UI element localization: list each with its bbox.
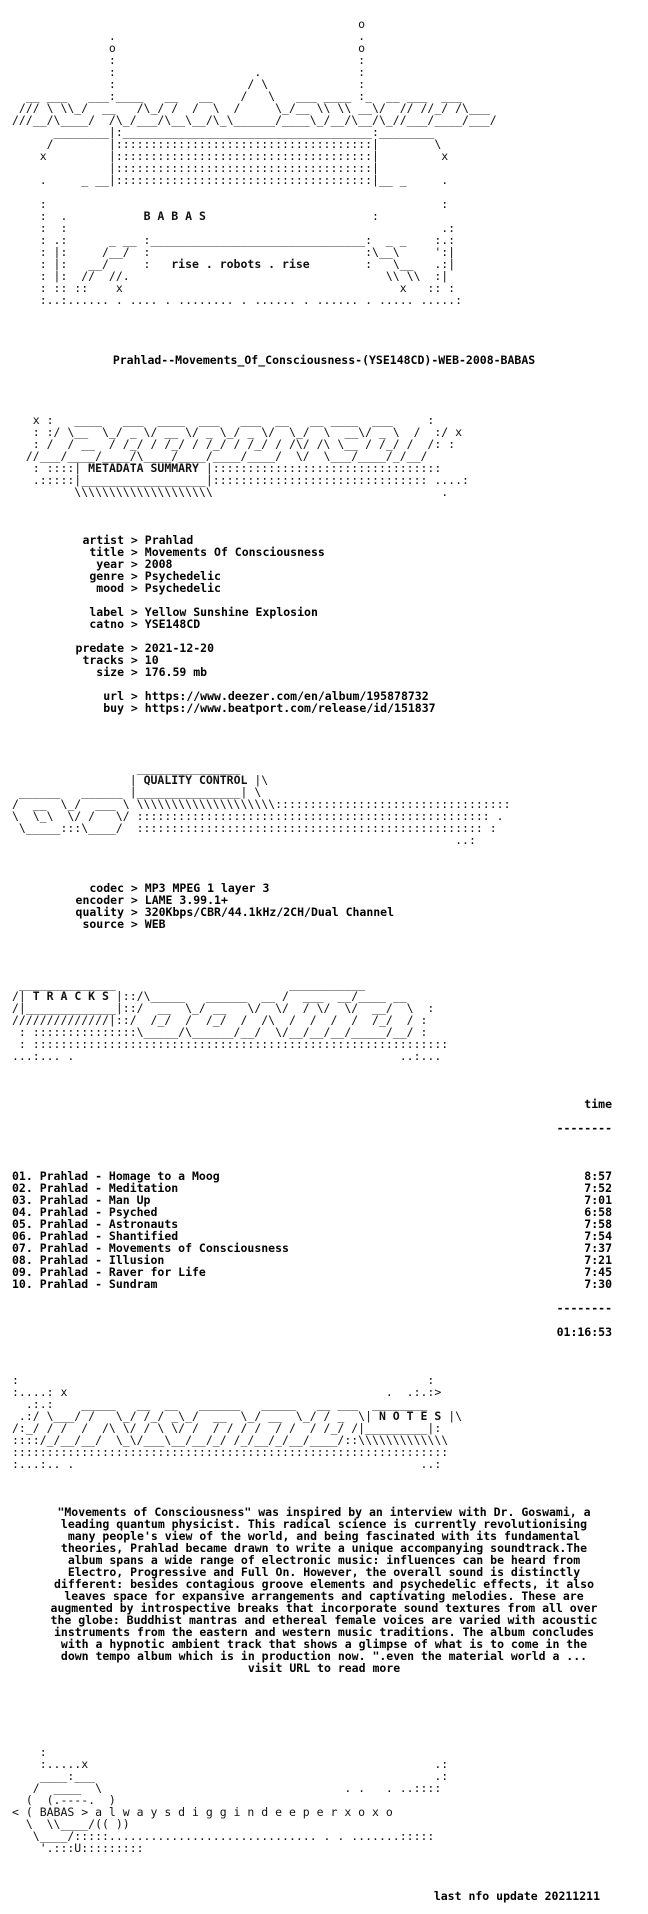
quality-value: WEB: [144, 917, 166, 931]
tracks-header-art: ______________ ___________ /| T R A C K S |::/\_____ ______ __ / ___ __/____ __ /|_____________|::/ __ \_/ __ \/ \/ / \/ \/ __/ \ : //////////////|::/ /_/ / /_/ / /\ / / / / /_/ / : : :::::::::::::::\_____/\______/__/ \/__/__/__/_____/__/ : : :::::::::::::::::::::::::::::::::::::::::::::::::::::::::::: ...:... . ..:...: [12, 977, 449, 1063]
separator: >: [124, 533, 145, 547]
metadata-value: YSE148CD: [144, 617, 201, 631]
section-metadata-label: METADATA SUMMARY: [88, 461, 199, 475]
metadata-value: Psychedelic: [144, 581, 221, 595]
track-name: 06. Prahlad - Shantified: [12, 1229, 179, 1243]
group-name-line: : : : . B A B A S : : : .: : .: _ __ :_______________________________: _ _ :.: : |: /__/ : :\__\ ':| : |: __/ : rise . robots . rise : \__ .:| : |: // //. \\ \\ :| : :: :: x x :: : :..:...... . .... . ........ . ...... . ...... . ..... .....:: [39, 197, 463, 307]
metadata-row-size: [12, 666, 636, 678]
metadata-value: 176.59 mb: [144, 665, 208, 679]
metadata-value: Movements Of Consciousness: [144, 545, 325, 559]
track-time: 7:01: [584, 1193, 612, 1207]
track-time: 7:45: [584, 1265, 612, 1279]
quality-header-art: _______________ | QUALITY CONTROL |\ ______ ______ |_______________| \ / __ \_/ ___ \ \\\\\\\\\\\\\\\\\\\\:::::::::::::::::::::::::::::::::: \ \_\ \/ / \/ ::::::::::::::::::::::::::::::::::::::::::::::::::: . \_____:::\____/ :::::::::::::::::::::::::::::::::::::::::::::::::: : ..:: [12, 761, 511, 847]
metadata-list: [12, 534, 636, 714]
separator: >: [124, 689, 145, 703]
metadata-value[interactable]: https://www.deezer.com/en/album/195878732: [144, 689, 429, 703]
total-rule: --------: [556, 1301, 612, 1315]
quality-value: MP3 MPEG 1 layer 3: [144, 881, 270, 895]
section-notes-label: N O T E S: [378, 1409, 442, 1423]
metadata-key: genre: [89, 569, 124, 583]
track-name: 03. Prahlad - Man Up: [12, 1193, 151, 1207]
group-name: B A B A S: [143, 209, 206, 223]
separator: >: [124, 665, 145, 679]
total-time: 01:16:53: [556, 1325, 612, 1339]
nfo-document: [12, 6, 636, 1914]
separator: >: [124, 581, 145, 595]
track-time: 8:57: [584, 1169, 612, 1183]
separator: >: [124, 701, 145, 715]
separator: >: [124, 605, 145, 619]
metadata-row-catno: [12, 618, 636, 630]
quality-value: LAME 3.99.1+: [144, 893, 228, 907]
track-name: 09. Prahlad - Raver for Life: [12, 1265, 206, 1279]
metadata-value: Prahlad: [144, 533, 194, 547]
metadata-key: mood: [96, 581, 124, 595]
separator: >: [124, 881, 145, 895]
section-tracks-label: T R A C K S: [32, 989, 109, 1003]
quality-value: 320Kbps/CBR/44.1kHz/2CH/Dual Channel: [144, 905, 395, 919]
metadata-key: label: [89, 605, 124, 619]
track-name: 02. Prahlad - Meditation: [12, 1181, 179, 1195]
separator: >: [124, 557, 145, 571]
quality-row-source: [12, 918, 636, 930]
metadata-key: size: [96, 665, 124, 679]
section-quality-label: QUALITY CONTROL: [143, 773, 248, 787]
metadata-value: Yellow Sunshine Explosion: [144, 605, 318, 619]
separator: >: [124, 545, 145, 559]
quality-list: [12, 882, 636, 930]
logo-tagline: rise . robots . rise: [171, 257, 310, 271]
logo-art: o . . o o : : : . : : / \ : __ ___ ___:____ __ __ / \ ___ ____ :_ __ ___ ___ /// \ \\_/ __ /\_/ / / \ / \_/__ \\ \\ __\/ // //_/ /\___ ///__/\____/ /\_/___/\__\__/\_\______/____\_/__/\__/\_//___/____/___/ ________|:____________________________________:________ / |:::::::::::::::::::::::::::::::::::::| \ x |:::::::::::::::::::::::::::::::::::::| x |:::::::::::::::::::::::::::::::::::::| . _ __|:::::::::::::::::::::::::::::::::::::|__ _ .: [12, 17, 497, 187]
metadata-value: Psychedelic: [144, 569, 221, 583]
time-header: time: [584, 1097, 612, 1111]
metadata-key: url: [103, 689, 124, 703]
track-name: 01. Prahlad - Homage to a Moog: [12, 1169, 220, 1183]
footer-art-bottom: \ \\____/(( )) \____/:::::.............................. . . .......::::: '.:::U:::::::::: [25, 1817, 435, 1855]
metadata-key: predate: [75, 641, 124, 655]
track-time: 7:37: [584, 1241, 612, 1255]
footer-art: : :.....x .: ____:___ .: / ____ \ . . . ..:::: ( (.----. ): [25, 1745, 449, 1807]
last-update: last nfo update 20211211: [433, 1889, 600, 1903]
track-name: 04. Prahlad - Psyched: [12, 1205, 158, 1219]
metadata-key: buy: [103, 701, 124, 715]
separator: >: [124, 617, 145, 631]
metadata-key: catno: [89, 617, 124, 631]
quality-key: source: [82, 917, 124, 931]
track-name: 05. Prahlad - Astronauts: [12, 1217, 179, 1231]
track-name: 07. Prahlad - Movements of Consciousness: [12, 1241, 289, 1255]
track-name: 08. Prahlad - Illusion: [12, 1253, 165, 1267]
metadata-key: title: [89, 545, 124, 559]
footer-motto: < ( BABAS > a l w a y s d i g g i n d e e p e r x o x o: [12, 1805, 393, 1819]
quality-key: quality: [75, 905, 124, 919]
metadata-header-art: x : ____ ___ ____ ___ ___ __ __ ____ ___ : : :/ \__ \_/ _ \/ __ \/ _ \_/ _ \/ \_/ \ __\/ _ \ / :/ x : / / __ / /_/ / /_/ / /_/ / /_/ / /\/ /\ \__ / /_/ / /: : //___/____/____/\____/____/____/____/ \/ \___/____/_/__/ : ::::| METADATA SUMMARY |::::::::::::::::::::::::::::::::: .:::::|__________________|::::::::::::::::::::::::::::::: ....: \\\\\\\\\\\\\\\\\\\\ .: [25, 413, 469, 499]
metadata-row-buy: [12, 702, 636, 714]
track-time: 7:30: [584, 1277, 612, 1291]
metadata-value: 10: [144, 653, 159, 667]
track-row: [12, 1278, 636, 1290]
separator: >: [124, 641, 145, 655]
separator: >: [124, 917, 145, 931]
track-name: 10. Prahlad - Sundram: [12, 1277, 158, 1291]
release-name: Prahlad--Movements_Of_Consciousness-(YSE148CD)-WEB-2008-BABAS: [112, 353, 536, 367]
notes-text: "Movements of Consciousness" was inspired by an interview with Dr. Goswami, a leading quantum physicist. This radical science is currently revolutionising many people's view of the world, and being fascinated with its fundamental theories, Prahlad became drawn to write a unique accompanying soundtrack.The album spans a wide range of electronic music: influences can be heard from Electro, Progressive and Full On. However, the overall sound is distinctly different: besides contagious groove elements and psychedelic effects, it also leaves space for expansive arrangements and captivating melodies. These are augmented by introspective breaks that incorporate sound textures from all over the globe: Buddhist mantras and ethereal female voices are varied with acoustic instruments from the eastern and western music traditions. The album concludes with a hypnotic ambient track that shows a glimpse of what is to come in the down tempo album which is in production now. ".even the material world a ... visit URL to read more: [50, 1505, 598, 1675]
track-time: 7:54: [584, 1229, 612, 1243]
track-time: 7:52: [584, 1181, 612, 1195]
track-time: 6:58: [584, 1205, 612, 1219]
quality-key: codec: [89, 881, 124, 895]
separator: >: [124, 653, 145, 667]
metadata-key: year: [96, 557, 124, 571]
track-list: [12, 1170, 636, 1290]
quality-key: encoder: [75, 893, 124, 907]
track-time: 7:58: [584, 1217, 612, 1231]
notes-header-art: : : :....: x . .:.:> .:.: _____ __ __ ______ _____ __ ___ ________ .:/ \___/ / \_/ /_/ _\_/ __ \_/ __ \_/ / _ \| N O T E S |\ /:_/ / / / /\ \/ / \ \/ / / / / / / / / /_/ /|_________|: ::::/_/__/__/ \_\/___\__/__/_/ /_/__/_/__/____/::\\\\\\\\\\\\\ ::::::::::::::::::::::::::::::::::::::::::::::::::::::::::::::: :...:.. . ..:: [12, 1373, 463, 1471]
separator: >: [124, 905, 145, 919]
separator: >: [124, 893, 145, 907]
metadata-value[interactable]: https://www.beatport.com/release/id/151837: [144, 701, 436, 715]
time-header-rule: --------: [556, 1121, 612, 1135]
metadata-row-mood: [12, 582, 636, 594]
metadata-value: 2008: [144, 557, 173, 571]
separator: >: [124, 569, 145, 583]
track-time: 7:21: [584, 1253, 612, 1267]
metadata-key: tracks: [82, 653, 124, 667]
metadata-value: 2021-12-20: [144, 641, 215, 655]
metadata-key: artist: [82, 533, 124, 547]
